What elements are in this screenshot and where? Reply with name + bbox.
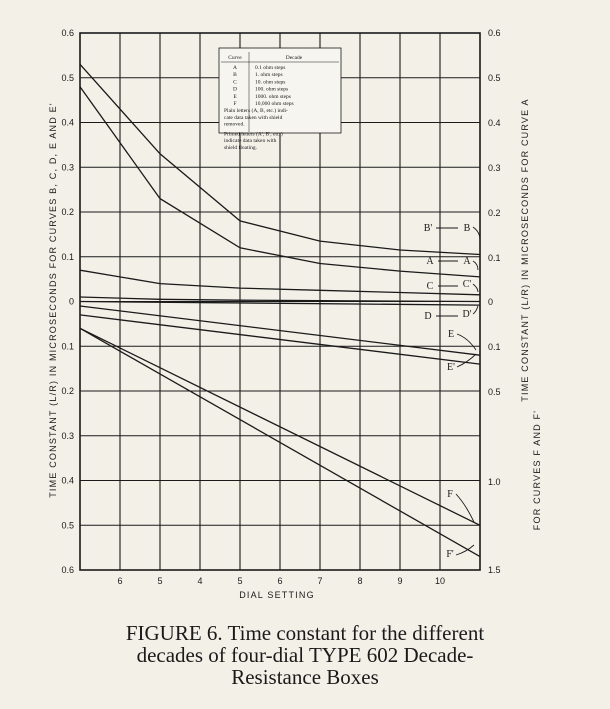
right-tick-label: 0.5	[488, 387, 501, 397]
x-tick-label: 8	[357, 576, 363, 586]
legend-note-line: Plain letters (A, B, etc.) indi-	[224, 108, 288, 114]
left-tick-label: 0.3	[61, 430, 74, 441]
label-leader	[457, 354, 476, 367]
legend-note-line: shield floating.	[224, 145, 257, 151]
legend-curve: B	[233, 72, 237, 79]
curve-label: C	[426, 281, 434, 292]
left-tick-label: 0.5	[61, 72, 74, 83]
curve-label: B	[463, 223, 471, 234]
left-axis-ticks	[61, 28, 74, 575]
curve-label: D'	[462, 309, 472, 320]
right-tick-label: 0.1	[488, 342, 501, 352]
curve-label: E'	[447, 362, 455, 373]
x-tick-label: 6	[117, 576, 123, 586]
legend-note-line: removed.	[224, 121, 245, 128]
legend-decade: 100. ohm steps	[255, 86, 289, 93]
left-tick-label: 0.4	[61, 117, 74, 128]
curve-label: B'	[423, 223, 433, 234]
x-tick-label: 5	[157, 576, 163, 586]
legend-decade: 10,000 ohm steps	[255, 101, 294, 107]
left-axis-title: TIME CONSTANT (L/R) IN MICROSECONDS FOR CURVES B, C, D, E AND E'	[48, 102, 58, 498]
legend-curve: D	[233, 86, 237, 93]
right-axis-title-top: TIME CONSTANT (L/R) IN MICROSECONDS FOR CURVE A	[520, 98, 530, 402]
legend-decade: 10. ohm steps	[255, 79, 286, 86]
right-axis-title-bottom: FOR CURVES F AND F'	[532, 409, 542, 531]
left-tick-label: 0.2	[61, 386, 74, 396]
right-tick-label: 0.2	[488, 208, 501, 218]
right-tick-label: 1.0	[488, 477, 501, 487]
curve-label: A	[426, 256, 434, 267]
left-tick-label: 0.5	[61, 520, 74, 531]
right-axis-ticks	[488, 28, 501, 575]
curve-label: C'	[462, 279, 472, 290]
left-tick-label: 0.2	[61, 207, 74, 217]
curve-label: E	[447, 329, 455, 340]
right-tick-label: 1.5	[488, 565, 501, 575]
curve-label: F'	[446, 549, 454, 560]
right-tick-label: 0.3	[488, 163, 501, 173]
label-leader	[473, 306, 478, 314]
x-axis-ticks	[117, 576, 445, 586]
right-tick-label: 0.5	[488, 73, 501, 83]
left-tick-label: 0.3	[61, 162, 74, 173]
x-axis-title: DIAL SETTING	[239, 590, 315, 600]
left-tick-label: 0.6	[61, 565, 74, 575]
legend-note-line: Primed letters (A', B', etc.)	[224, 131, 283, 138]
right-tick-label: 0.1	[488, 253, 501, 263]
legend-note-line: cate data taken with shield	[224, 114, 283, 121]
right-tick-label: 0	[488, 297, 494, 307]
x-tick-label: 7	[317, 576, 323, 586]
curve-label: A	[463, 256, 471, 267]
x-tick-label: 5	[237, 576, 243, 586]
left-tick-label: 0.4	[61, 475, 74, 486]
caption-line-1: FIGURE 6. Time constant for the different	[125, 621, 485, 645]
x-tick-label: 4	[197, 576, 203, 586]
legend-curve: F	[233, 101, 237, 107]
legend-curve: E	[233, 93, 237, 100]
curve-label: D	[424, 311, 432, 322]
caption-line-3: Resistance Boxes	[231, 665, 379, 689]
legend-curve: A	[233, 65, 237, 71]
label-leader	[473, 261, 478, 270]
x-tick-label: 10	[434, 576, 446, 586]
left-tick-label: 0.1	[61, 341, 74, 352]
right-tick-label: 0.6	[488, 28, 501, 38]
legend-decade: 1. ohm steps	[255, 72, 283, 79]
left-tick-label: 0	[68, 296, 74, 307]
legend-curve: C	[233, 79, 237, 86]
x-tick-label: 6	[277, 576, 283, 586]
label-leader	[473, 284, 478, 292]
legend-header-decade: Decade	[285, 55, 303, 61]
left-tick-label: 0.6	[61, 28, 74, 38]
label-leader	[456, 545, 474, 555]
legend-decade: 1000. ohm steps	[255, 93, 291, 100]
figure-caption	[20, 622, 590, 688]
x-tick-label: 9	[397, 576, 403, 586]
caption-line-2: decades of four-dial TYPE 602 Decade-	[136, 643, 474, 667]
legend-note-line: indicate data taken with	[224, 138, 277, 145]
label-leader	[473, 227, 480, 240]
label-leader	[457, 334, 476, 350]
curve-label: F	[447, 489, 453, 500]
right-tick-label: 0.4	[488, 118, 501, 128]
legend-header-curve: Curve	[228, 55, 242, 61]
legend-box	[219, 48, 341, 151]
legend-decade: 0.1 ohm steps	[255, 65, 286, 71]
left-tick-label: 0.1	[61, 251, 74, 262]
